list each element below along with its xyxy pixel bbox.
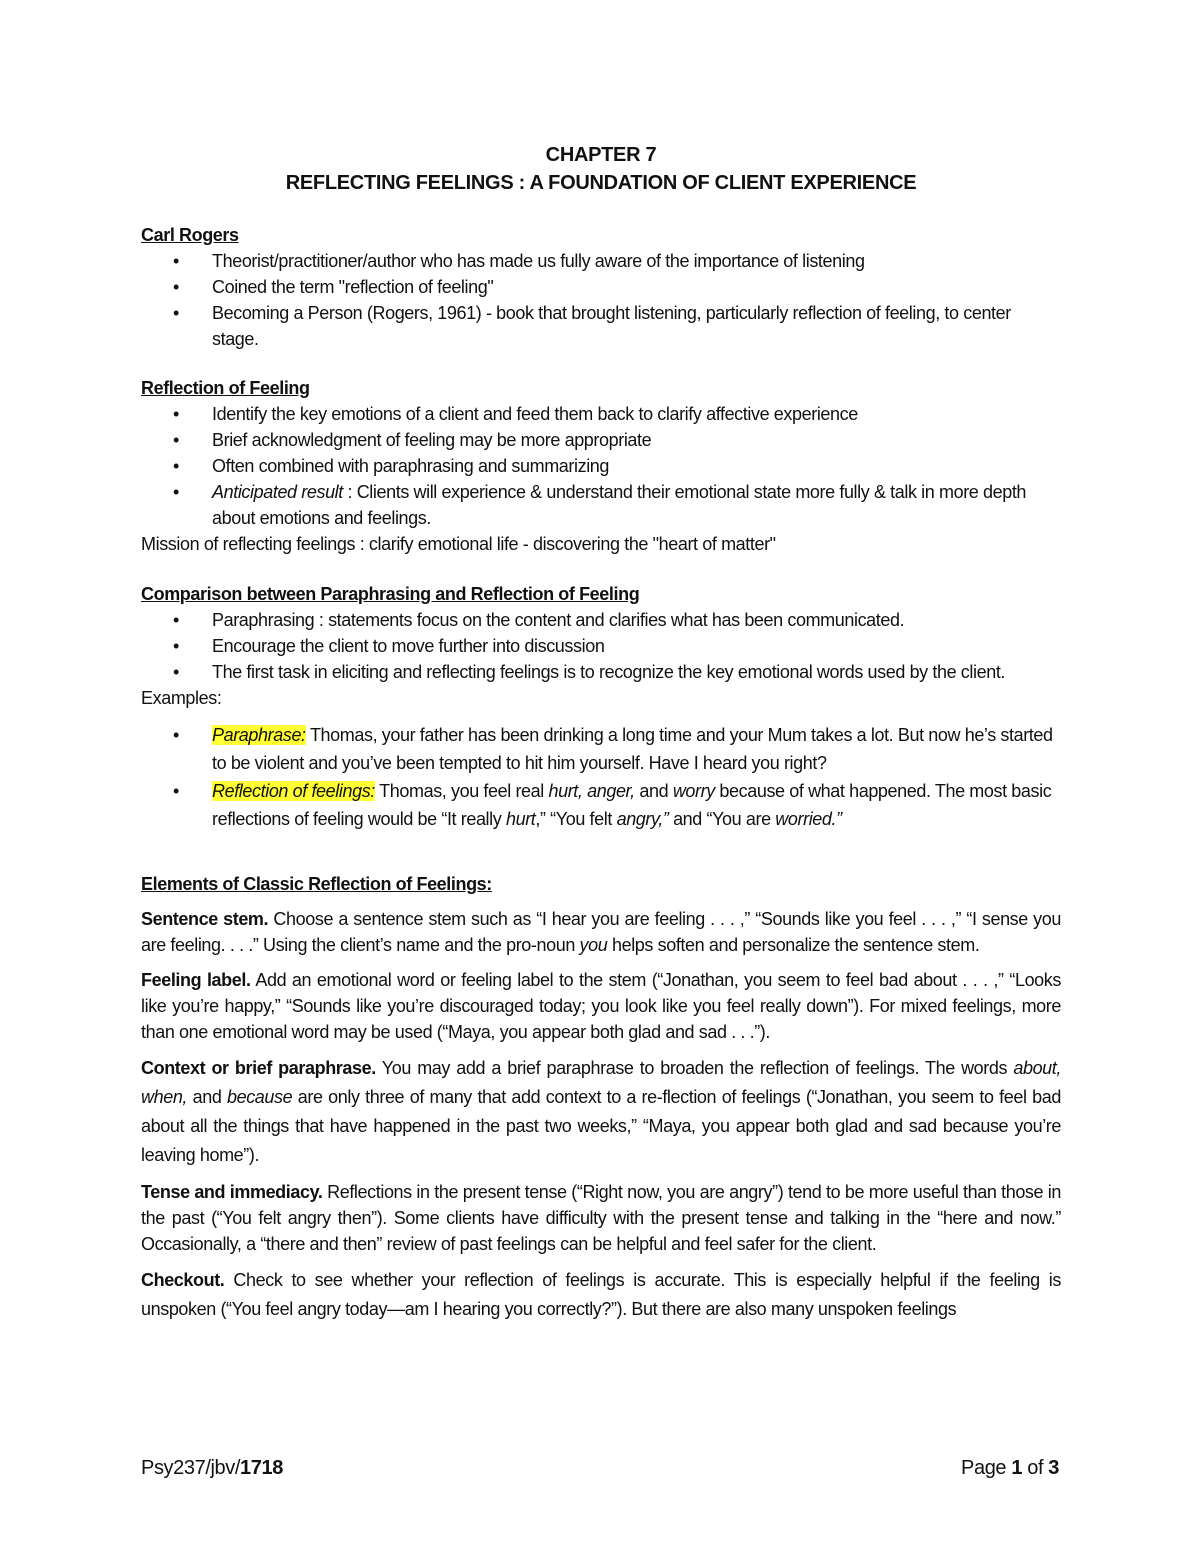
highlight-reflection: Reflection of feelings: — [212, 781, 375, 801]
list-item: • Paraphrasing : statements focus on the content and clarifies what has been communicated. — [141, 607, 1061, 633]
list-item: • The first task in eliciting and reflecting feelings is to recognize the key emotional words used by the client. — [141, 659, 1061, 685]
element-label: Context or brief paraphrase. — [141, 1058, 376, 1078]
examples-list — [141, 721, 1061, 833]
element-label: Tense and immediacy. — [141, 1182, 323, 1202]
list-item: • Becoming a Person (Rogers, 1961) - book that brought listening, particularly reflection of feeling, to center stage. — [141, 300, 1061, 352]
mission-statement: Mission of reflecting feelings : clarify emotional life - discovering the "heart of matter" — [141, 534, 776, 554]
element-label: Feeling label. — [141, 970, 251, 990]
element-checkout: Checkout. Check to see whether your reflection of feelings is accurate. This is especially helpful if the feeling is unspoken (“You feel angry today—am I hearing you correctly?”). But there are also many unspoken feelings — [141, 1270, 1061, 1319]
document-body — [141, 142, 1061, 1324]
reflection-list — [141, 401, 1061, 531]
list-item: • Encourage the client to move further into discussion — [141, 633, 1061, 659]
footer-page-number: Page 1 of 3 — [961, 1457, 1059, 1479]
footer-course-code: Psy237/jbv/1718 — [141, 1457, 283, 1479]
highlight-paraphrase: Paraphrase: — [212, 725, 306, 745]
list-item: • Coined the term "reflection of feeling" — [141, 274, 1061, 300]
section-heading-comparison: Comparison between Paraphrasing and Reflection of Feeling — [141, 584, 640, 604]
list-item: • Brief acknowledgment of feeling may be more appropriate — [141, 427, 1061, 453]
anticipated-label: Anticipated result — [212, 482, 343, 502]
element-label: Sentence stem. — [141, 909, 269, 929]
element-tense: Tense and immediacy. Reflections in the present tense (“Right now, you are angry”) tend to be more useful than those in the past (“You felt angry then”). Some clients have difficulty with the present tense and talking in the “here and now.” Occasionally, a “there and then” review of past feelings can be helpful and feel safer for the client. — [141, 1182, 1061, 1254]
section-heading-carl-rogers: Carl Rogers — [141, 225, 239, 245]
rogers-list — [141, 248, 1061, 352]
element-context: Context or brief paraphrase. You may add a brief paraphrase to broaden the reflection of feelings. The words about, when, and because are only three of many that add context to a re-flection of feelings (“Jonathan, you seem to feel bad about all the things that have happened in the past two weeks,” “Maya, you appear both glad and sad because you’re leaving home”). — [141, 1058, 1061, 1165]
element-sentence-stem: Sentence stem. Choose a sentence stem such as “I hear you are feeling . . . ,” “Sounds like you feel . . . ,” “I sense you are feeling. . . .” Using the client’s name and the pro-noun you helps soften and personalize the sentence stem. — [141, 909, 1061, 955]
list-item: • Often combined with paraphrasing and summarizing — [141, 453, 1061, 479]
list-item: • Identify the key emotions of a client and feed them back to clarify affective experience — [141, 401, 1061, 427]
comparison-list — [141, 607, 1061, 685]
chapter-number: CHAPTER 7 — [545, 144, 657, 166]
example-paraphrase: • Paraphrase: Thomas, your father has been drinking a long time and your Mum takes a lot. But now he’s started to be violent and you’ve been tempted to hit him yourself. Have I heard you right? — [141, 721, 1061, 777]
element-label: Checkout. — [141, 1270, 225, 1290]
list-item: • Theorist/practitioner/author who has made us fully aware of the importance of listening — [141, 248, 1061, 274]
chapter-title: REFLECTING FEELINGS : A FOUNDATION OF CLIENT EXPERIENCE — [285, 172, 917, 194]
element-feeling-label: Feeling label. Add an emotional word or feeling label to the stem (“Jonathan, you seem to feel bad about . . . ,” “Looks like you’re happy,” “Sounds like you’re discouraged today; you look like you feel really down”). For mixed feelings, more than one emotional word may be used (“Maya, you appear both glad and sad . . .”). — [141, 970, 1061, 1042]
examples-label: Examples: — [141, 688, 222, 708]
list-item-anticipated-result — [141, 479, 1061, 531]
section-heading-reflection-of-feeling: Reflection of Feeling — [141, 378, 310, 398]
example-reflection: • Reflection of feelings: Thomas, you feel real hurt, anger, and worry because of what happened. The most basic reflections of feeling would be “It really hurt,” “You felt angry,” and “You are worried.” — [141, 777, 1061, 833]
anticipated-text: : Clients will experience & understand their emotional state more fully & talk in more depth about emotions and feelings. — [212, 482, 1027, 528]
section-heading-elements: Elements of Classic Reflection of Feelings: — [141, 874, 492, 894]
